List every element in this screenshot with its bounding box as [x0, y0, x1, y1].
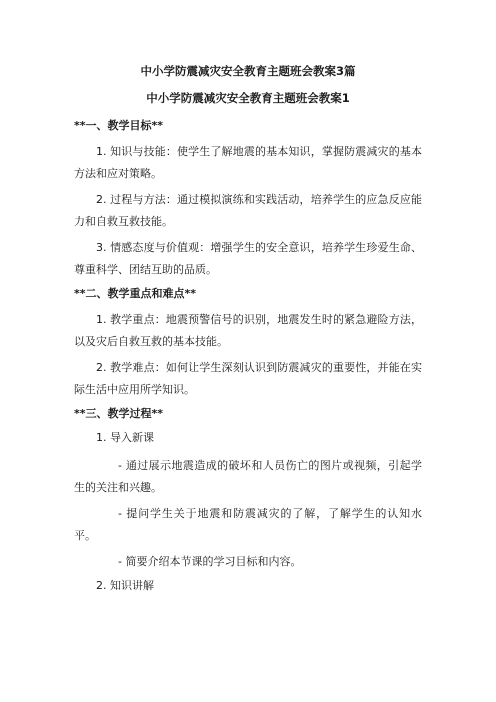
key-point-paragraph: 2. 教学难点：如何让学生深刻认识到防震减灾的重要性，并能在实际生活中应用所学知识。 [74, 361, 422, 396]
key-point-paragraph: 1. 教学重点：地震预警信号的识别，地震发生时的紧急避险方法，以及灾后自救互救的基本技能。 [74, 313, 422, 348]
objective-paragraph: 1. 知识与技能：使学生了解地震的基本知识，掌握防震减灾的基本方法和应对策略。 [74, 145, 422, 180]
process-bullet: - 通过展示地震造成的破坏和人员伤亡的图片或视频，引起学生的关注和兴趣。 [74, 459, 422, 494]
document-title: 中小学防震减灾安全教育主题班会教案3篇 [140, 64, 356, 78]
process-bullet: - 简要介绍本节课的学习目标和内容。 [118, 555, 302, 568]
process-bullet: - 提问学生关于地震和防震减灾的了解，了解学生的认知水平。 [74, 507, 422, 542]
objective-paragraph: 3. 情感态度与价值观：增强学生的安全意识，培养学生珍爱生命、尊重科学、团结互助的品质。 [74, 241, 422, 276]
section-heading-objectives: **一、教学目标** [74, 119, 164, 132]
process-step-knowledge: 2. 知识讲解 [96, 579, 154, 592]
process-step-intro: 1. 导入新课 [96, 431, 154, 444]
document-subtitle: 中小学防震减灾安全教育主题班会教案1 [146, 91, 350, 105]
section-heading-process: **三、教学过程** [74, 407, 164, 420]
section-heading-key-points: **二、教学重点和难点** [74, 287, 197, 300]
objective-paragraph: 2. 过程与方法：通过模拟演练和实践活动，培养学生的应急反应能力和自救互救技能。 [74, 193, 422, 228]
